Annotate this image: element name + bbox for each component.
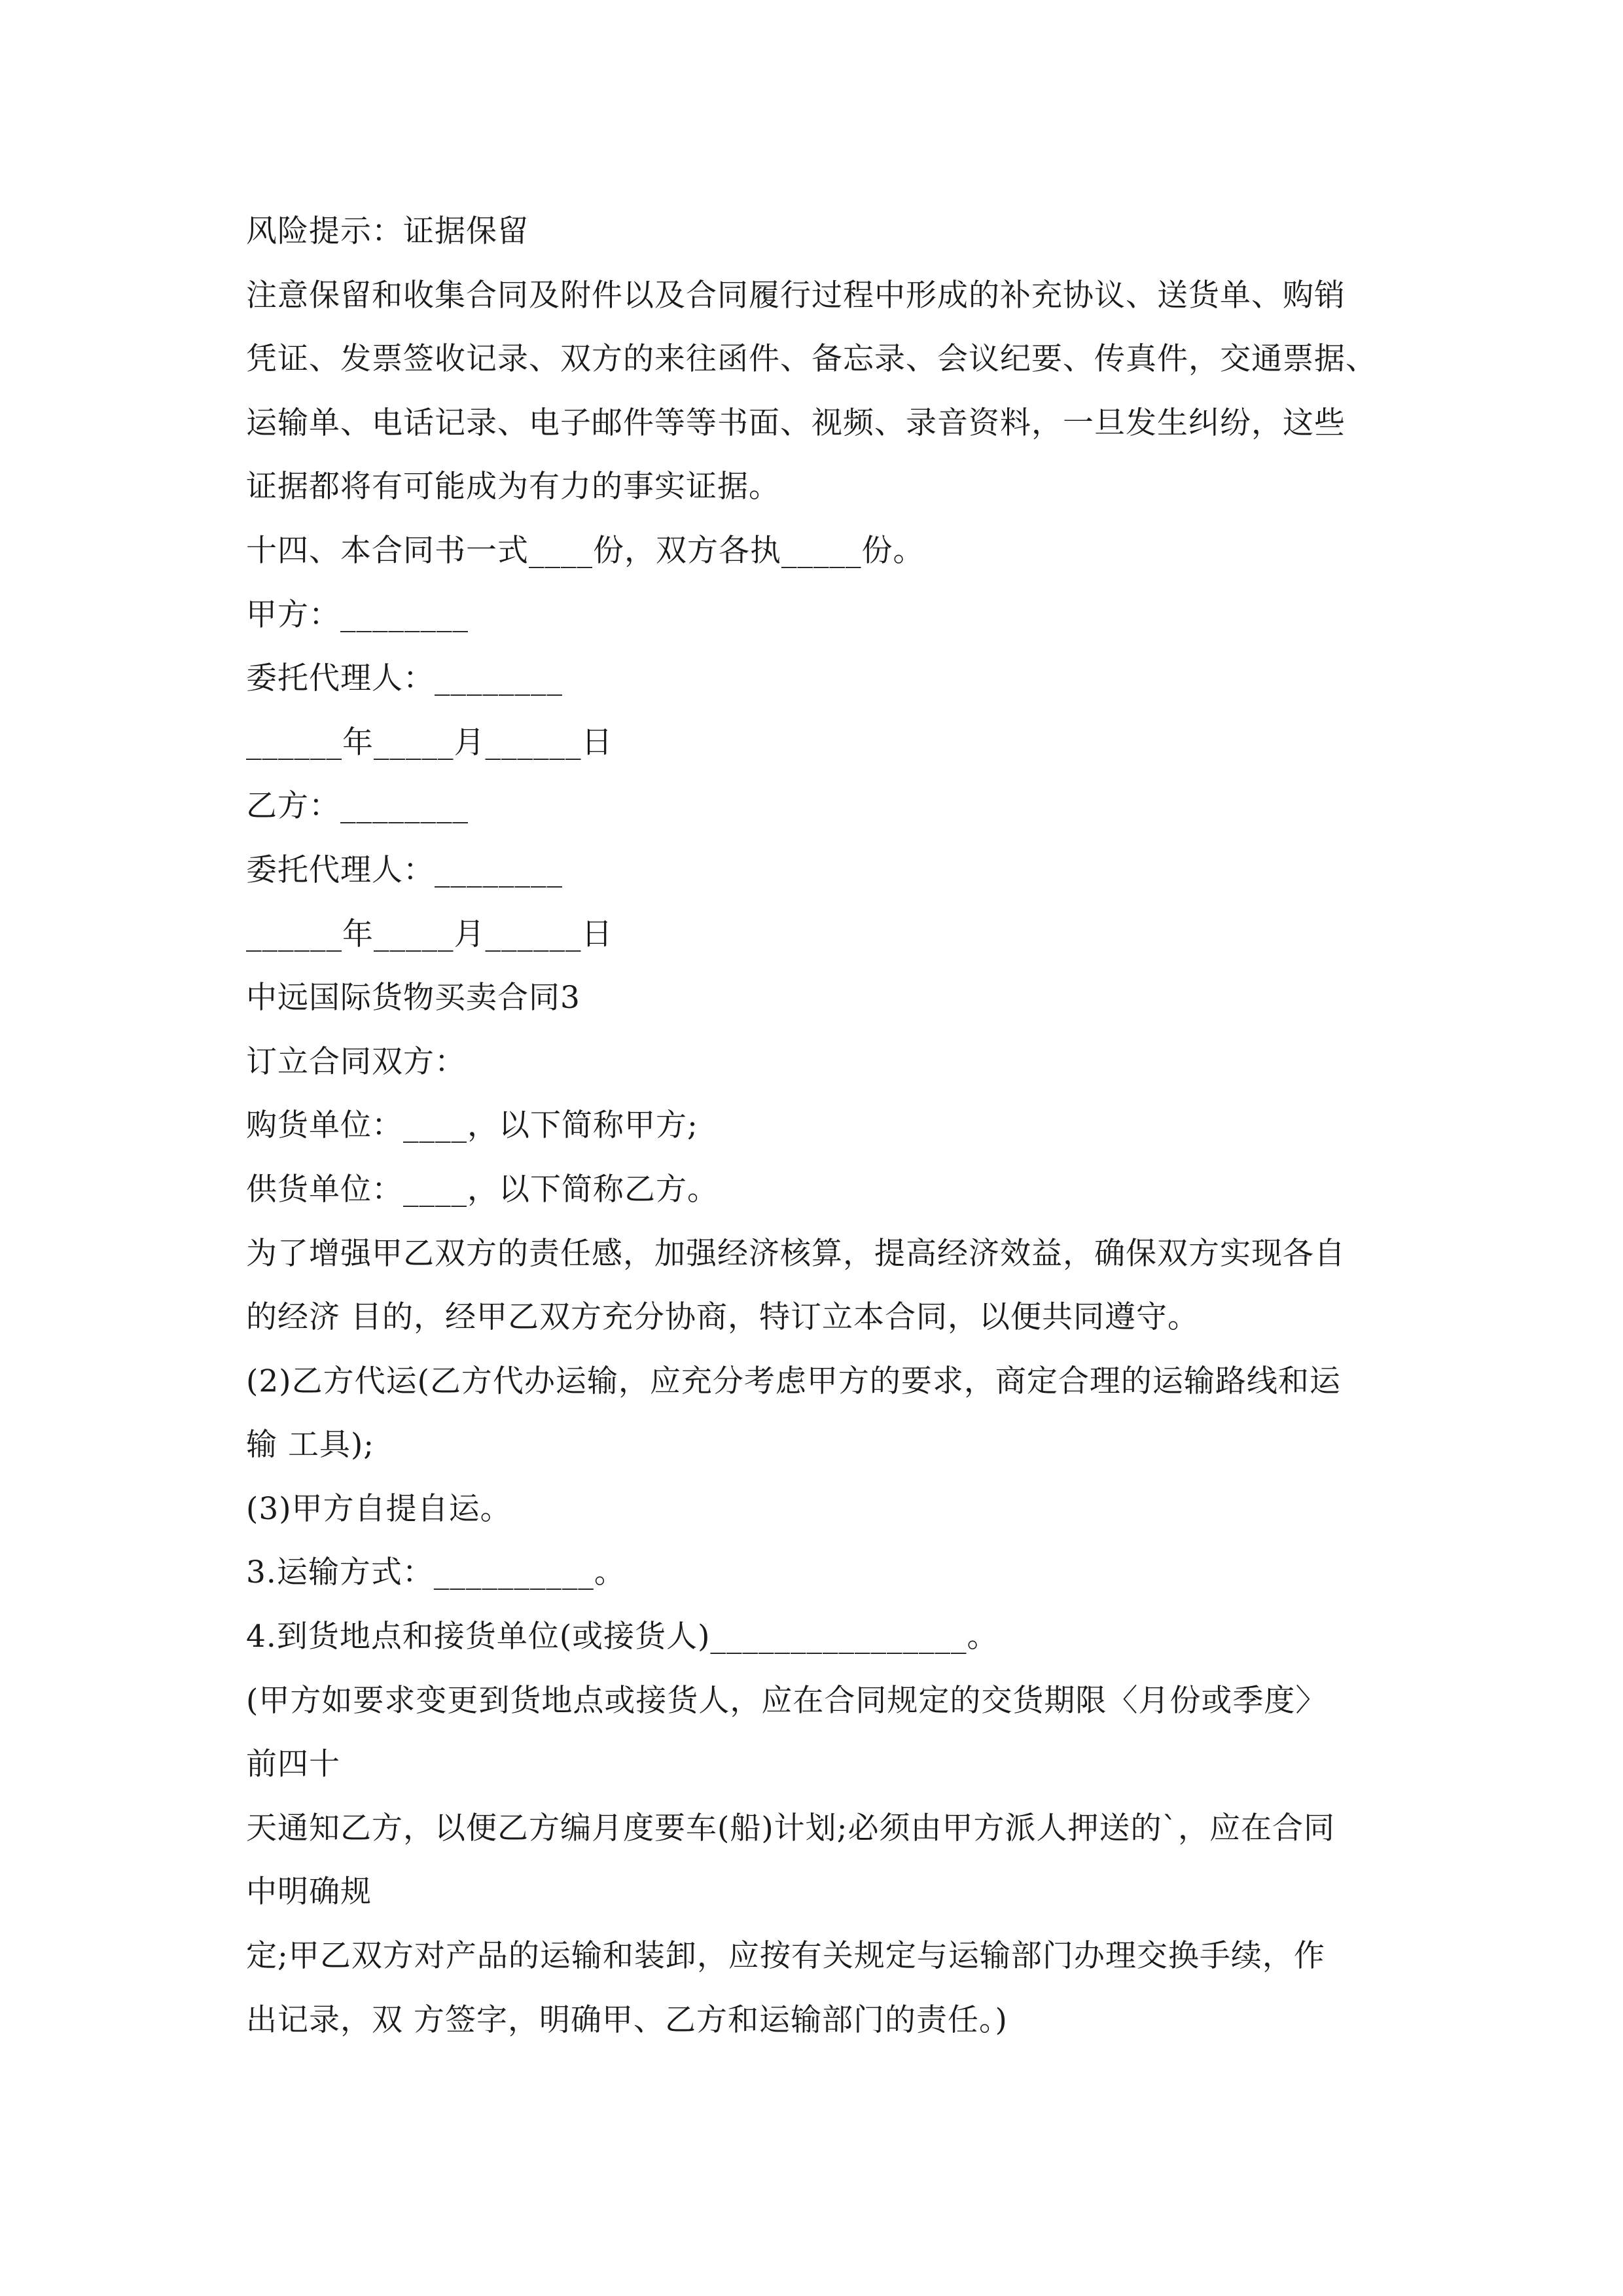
paragraph-line: 的经济 目的，经甲乙双方充分协商，特订立本合同，以便共同遵守。 [246,1299,1199,1336]
party-a-agent: 委托代理人：________ [246,660,563,697]
paragraph-line: (2)乙方代运(乙方代办运输，应充分考虑甲方的要求，商定合理的运输路线和运 [246,1363,1341,1399]
paragraph-line: 天通知乙方，以便乙方编月度要车(船)计划;必须由甲方派人押送的`，应在合同 [246,1810,1336,1846]
paragraph-line: 证据都将有可能成为有力的事实证据。 [246,469,780,505]
paragraph-line: 定;甲乙双方对产品的运输和装卸，应按有关规定与运输部门办理交换手续，作 [246,1938,1325,1975]
buyer-unit: 购货单位：____，以下简称甲方; [246,1107,698,1144]
contract-title: 中远国际货物买卖合同3 [246,980,580,1016]
party-b-agent: 委托代理人：________ [246,852,563,888]
paragraph-line: 注意保留和收集合同及附件以及合同履行过程中形成的补充协议、送货单、购销 [246,277,1346,314]
party-b-date: ______年_____月______日 [246,916,613,952]
paragraph-line: (甲方如要求变更到货地点或接货人，应在合同规定的交货期限〈月份或季度〉 [246,1682,1327,1719]
paragraph-line: 中明确规 [246,1874,372,1910]
party-b-signature: 乙方：________ [246,788,469,825]
paragraph-line: 输 工具); [246,1427,375,1463]
clause-copies: 十四、本合同书一式____份，双方各执_____份。 [246,532,925,569]
document-body [246,200,1437,2052]
parties-heading: 订立合同双方： [246,1043,466,1080]
delivery-location: 4.到货地点和接货单位(或接货人)________________。 [246,1619,999,1655]
supplier-unit: 供货单位：____，以下简称乙方。 [246,1171,719,1208]
party-a-signature: 甲方：________ [246,596,469,633]
paragraph-line: 出记录，双 方签字，明确甲、乙方和运输部门的责任。) [246,2001,1008,2038]
paragraph-line: (3)甲方自提自运。 [246,1490,512,1527]
heading-risk-tip: 风险提示：证据保留 [246,213,529,249]
paragraph-line: 运输单、电话记录、电子邮件等等书面、视频、录音资料，一旦发生纠纷，这些 [246,404,1346,441]
paragraph-line: 为了增强甲乙双方的责任感，加强经济核算，提高经济效益，确保双方实现各自 [246,1235,1346,1272]
paragraph-line: 凭证、发票签收记录、双方的来往函件、备忘录、会议纪要、传真件，交通票据、 [246,341,1377,378]
paragraph-line: 前四十 [246,1746,340,1783]
party-a-date: ______年_____月______日 [246,724,613,761]
transport-mode: 3.运输方式：__________。 [246,1554,626,1591]
